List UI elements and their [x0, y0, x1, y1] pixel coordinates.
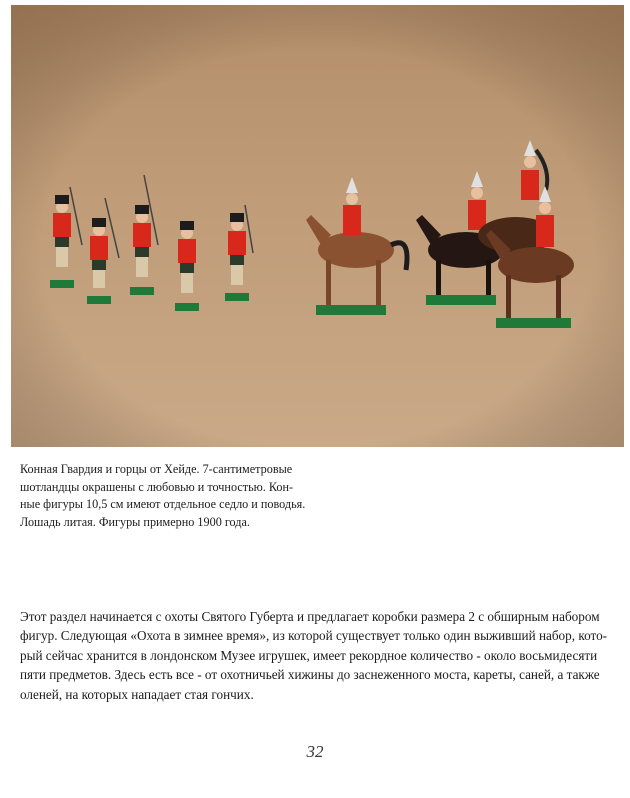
body-line: оленей, на которых нападает стая гончих.	[20, 686, 254, 702]
photograph	[11, 5, 624, 447]
page-number: 32	[306, 742, 324, 761]
photo-caption	[20, 461, 320, 531]
body-line: Этот раздел начинается с охоты Святого Губерта и предлагает коробки размера 2 с обширным набором	[20, 609, 600, 624]
body-paragraph	[20, 607, 620, 704]
toy-soldiers-photo	[11, 5, 624, 447]
body-line: фигур. Следующая «Охота в зимнее время», из которой существует только один выживший набор, кото-	[20, 628, 608, 644]
body-line: пяти предметов. Здесь есть все - от охотничьей хижины до заснеженного моста, кареты, саней, а также	[20, 667, 600, 683]
body-line: рый сейчас хранится в лондонском Музее игрушек, имеет рекордное количество - около восьмидесяти	[20, 647, 598, 663]
caption-line: Конная Гвардия и горцы от Хейде. 7-сантиметровые	[20, 462, 293, 476]
caption-line: шотландцы окрашены с любовью и точностью. Кон-	[20, 479, 294, 494]
caption-line: Лошадь литая. Фигуры примерно 1900 года.	[20, 514, 250, 529]
caption-line: ные фигуры 10,5 см имеют отдельное седло и поводья.	[20, 497, 306, 511]
